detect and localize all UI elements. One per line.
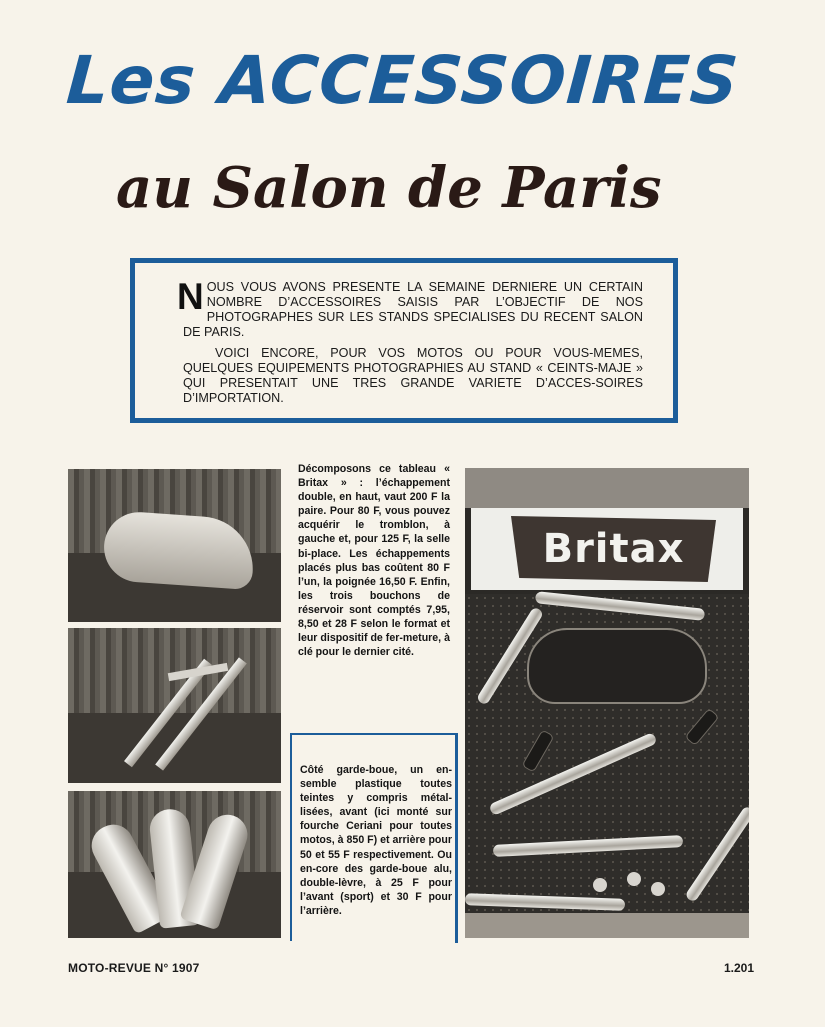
article-text-1: Décomposons ce tableau « Britax » : l’échappement double, en haut, vaut 200 F la paire. Pour 80 F, vous pouvez acquérir le tromblon, à gauche et, pour 125 F, la selle bi-place. Les échappements placés plus bas coûtent 80 F l’un, la poignée 16,50 F. Enfin, les trois bouchons de réservoir sont comptés 7,95, 8,50 et 28 F selon le format et leur dispositif de fer-meture, à clé pour le dernier cité.: [298, 463, 450, 659]
stand-shelf: [465, 913, 749, 938]
intro-box: [130, 258, 678, 423]
tank-cap-3: [651, 882, 665, 896]
intro-paragraph-1-text: OUS VOUS AVONS PRESENTE LA SEMAINE DERNIERE UN CERTAIN NOMBRE D’ACCESSOIRES SAISIS PAR L’OBJECTIF DE NOS PHOTOGRAPHES SUR LES STANDS SPECIALISES DU RECENT SALON DE PARIS.: [183, 280, 643, 339]
photo-mudguards: [68, 791, 281, 938]
intro-text: [177, 276, 643, 412]
britax-logo-text: Britax: [542, 526, 685, 572]
article-column-2: [300, 763, 452, 918]
tank-cap-1: [593, 878, 607, 892]
headline-line-1: Les ACCESSOIRES: [64, 42, 742, 119]
photo-britax-stand: [465, 468, 749, 938]
britax-sign: [471, 508, 743, 590]
intro-paragraph-1: [177, 276, 643, 340]
photo-front-fork: [68, 628, 281, 783]
stand-wall: [465, 468, 749, 508]
photo-seat-cowl: [68, 469, 281, 622]
article-text-2: Côté garde-boue, un en-semble plastique toutes teintes y compris métal-lisées, avant (ici monté sur fourche Ceriani pour toutes motos, à 850 F) et arrière pour 50 et 55 F respectivement. Ou en-core des garde-boue alu, double-lèvre, à 25 F pour l’avant (sport) et 30 F pour l’arrière.: [300, 764, 452, 917]
column-rule-left: [290, 733, 292, 941]
tank-cap-2: [627, 872, 641, 886]
intro-paragraph-2: VOICI ENCORE, POUR VOS MOTOS OU POUR VOUS-MEMES, QUELQUES EQUIPEMENTS PHOTOGRAPHIES AU STAND « CEINTS-MAJE » QUI PRESENTAIT UNE TRES GRANDE VARIETE D’ACCES-SOIRES D’IMPORTATION.: [183, 346, 643, 405]
footer-publication: MOTO-REVUE N° 1907: [68, 961, 200, 975]
drop-cap: N: [177, 276, 204, 317]
article-column-1: [298, 462, 450, 659]
footer-page-number: 1.201: [724, 961, 755, 975]
headline-line-2: au Salon de Paris: [116, 155, 662, 221]
dual-seat: [527, 628, 707, 704]
